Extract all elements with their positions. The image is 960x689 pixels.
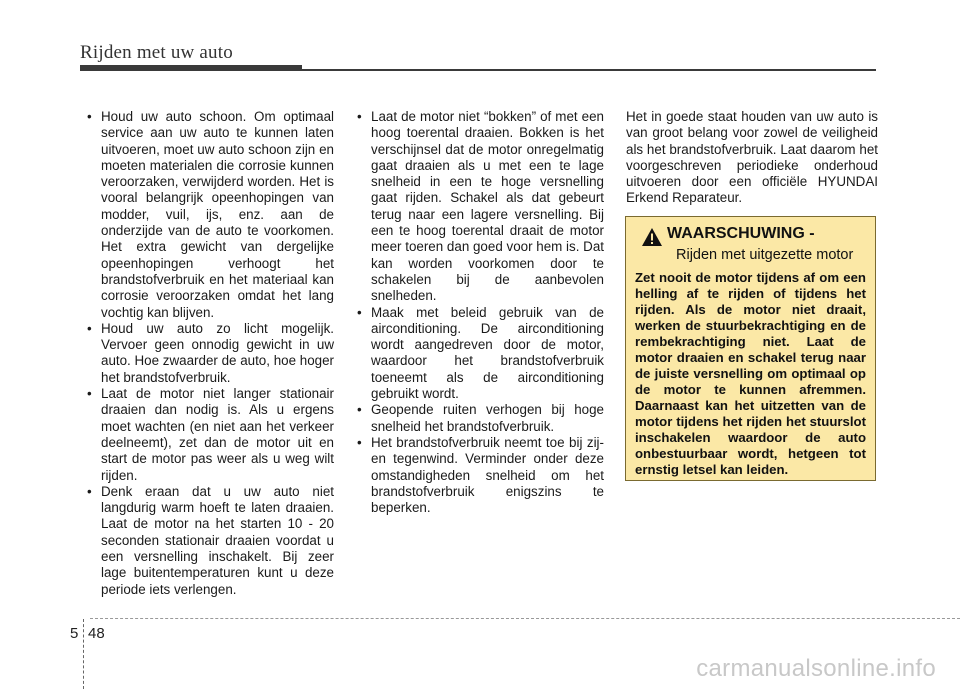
bullet-list-2	[356, 109, 604, 516]
list-item: • Laat de motor niet langer stationair draaien dan nodig is. Als u ergens moet wachten (en niet aan het verkeer deelneemt), zet dan de motor uit en start de motor pas weer als u weg wilt rijden.	[86, 386, 334, 484]
page-title: Rijden met uw auto	[80, 42, 233, 63]
list-item: • Denk eraan dat u uw auto niet langdurig warm hoeft te laten draaien. Laat de motor na het starten 10 - 20 seconden stationair draaien voordat u een versnelling inschakelt. Bij zeer lage buitentemperaturen kunt u deze periode iets verlengen.	[86, 484, 334, 598]
maintenance-paragraph: Het in goede staat houden van uw auto is van groot belang voor zowel de veiligheid als het brandstofverbruik. Laat daarom het voorgeschreven periodieke onderhoud uitvoeren door een officiële HYUNDAI Erkend Reparateur.	[626, 109, 878, 206]
warning-triangle-icon	[641, 227, 663, 247]
watermark-text: carmanualsonline.info	[696, 655, 936, 682]
bullet-list-1	[86, 109, 334, 598]
warning-subtitle: Rijden met uitgezette motor	[676, 247, 854, 263]
column-3	[626, 109, 878, 207]
column-1	[86, 109, 334, 598]
footer-rule	[90, 618, 960, 619]
list-item: • Maak met beleid gebruik van de airconditioning. De airconditioning wordt aangedreven door de motor, waardoor het brandstofverbruik toeneemt als de airconditioning gebruikt wordt.	[356, 305, 604, 403]
warning-body: Zet nooit de motor tijdens af om een helling af te rijden of tijdens het rijden. Als de motor niet draait, werken de stuurbekrachtiging en de rembekrachtiging niet. Laat de motor draaien en schakel terug naar de juiste versnelling om optimaal op de motor te kunnen afremmen. Daarnaast kan het uitzetten van de motor tijdens het rijden het stuurslot inschakelen waardoor de auto onbestuurbaar wordt, hetgeen tot ernstig letsel kan leiden.	[635, 270, 866, 477]
list-item: • Houd uw auto zo licht mogelijk. Vervoer geen onnodig gewicht in uw auto. Hoe zwaarder de auto, hoe hoger het brandstofverbruik.	[86, 321, 334, 386]
list-item: • Geopende ruiten verhogen bij hoge snelheid het brandstofverbruik.	[356, 402, 604, 435]
list-item: • Het brandstofverbruik neemt toe bij zij-en tegenwind. Verminder onder deze omstandigheden snelheid om het brandstofverbruik enigszins te beperken.	[356, 435, 604, 516]
page-number: 48	[88, 625, 105, 642]
warning-header	[635, 225, 866, 247]
warning-title: WAARSCHUWING -	[667, 225, 815, 242]
list-item: • Houd uw auto schoon. Om optimaal service aan uw auto te kunnen laten uitvoeren, moet uw auto schoon zijn en moeten materialen die corrosie kunnen veroorzaken, verwijderd worden. Het is vooral belangrijk opeenhopingen van modder, vuil, ijs, enz. aan de onderzijde van de auto te voorkomen. Het extra gewicht van dergelijke opeenhopingen verhoogt het brandstofverbruik en het materiaal kan corrosie veroorzaken omdat het lang vochtig kan blijven.	[86, 109, 334, 321]
column-2	[356, 109, 604, 516]
header-rule-thin	[302, 69, 876, 71]
list-item: • Laat de motor niet “bokken” of met een hoog toerental draaien. Bokken is het verschijnsel dat de motor onregelmatig gaat draaien als u met een te lage snelheid in een te hoge versnelling gaat rijden. Schakel als dat gebeurt terug naar een lagere versnelling. Bij een te hoog toerental draait de motor meer toeren dan goed voor hem is. Dat kan worden voorkomen door te schakelen bij de aanbevolen snelheden.	[356, 109, 604, 305]
footer-divider	[83, 619, 84, 689]
header-rule-thick	[80, 65, 302, 71]
warning-box	[625, 216, 876, 481]
chapter-number: 5	[70, 625, 79, 642]
